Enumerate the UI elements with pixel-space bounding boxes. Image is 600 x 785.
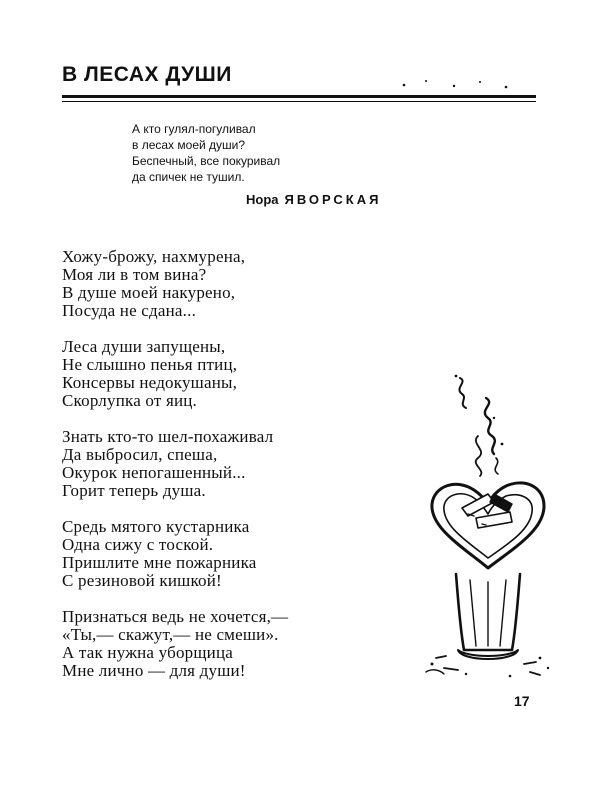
poem-line: Пришлите мне пожарника	[62, 553, 257, 572]
epigraph-author-first: Нора	[246, 192, 279, 207]
poem-line: Признаться ведь не хочется,—	[62, 607, 289, 626]
epigraph-author-last: ЯВОРСКАЯ	[284, 192, 382, 207]
stanza	[62, 518, 288, 590]
poem-line: А так нужна уборщица	[62, 643, 233, 662]
poem-line: Горит теперь душа.	[62, 481, 206, 500]
poem-line: Моя ли в том вина?	[62, 265, 207, 284]
poem-line: Мне лично — для души!	[62, 661, 246, 680]
poem-body	[62, 248, 288, 698]
epigraph-line: в лесах моей души?	[132, 138, 246, 152]
poem-line: Окурок непогашенный...	[62, 463, 246, 482]
poem-line: Посуда не сдана...	[62, 301, 197, 320]
page-number: 17	[514, 693, 530, 709]
stanza	[62, 248, 288, 320]
poem-line: Консервы недокушаны,	[62, 373, 238, 392]
stanza	[62, 428, 288, 500]
epigraph	[132, 121, 280, 185]
title-rule	[62, 95, 536, 98]
stanza	[62, 338, 288, 410]
poem-line: Хожу-брожу, нахмурена,	[62, 247, 246, 266]
poem-line: Одна сижу с тоской.	[62, 535, 214, 554]
title-rule-thin	[62, 101, 536, 102]
epigraph-author	[246, 192, 381, 208]
poem-line: С резиновой кишкой!	[62, 571, 222, 590]
epigraph-line: Беспечный, все покуривал	[132, 154, 281, 168]
poem-line: Да выбросил, спеша,	[62, 445, 218, 464]
poem-line: Знать кто-то шел-похаживал	[62, 427, 274, 446]
epigraph-line: А кто гулял-погуливал	[132, 122, 256, 136]
poem-line: В душе моей накурено,	[62, 283, 236, 302]
poem-line: «Ты,— скажут,— не смеши».	[62, 625, 279, 644]
poem-line: Средь мятого кустарника	[62, 517, 250, 536]
epigraph-line: да спичек не тушил.	[132, 170, 245, 184]
poem-title: В ЛЕСАХ ДУШИ	[62, 63, 232, 86]
decorative-dots	[398, 72, 534, 92]
poem-line: Скорлупка от яиц.	[62, 391, 198, 410]
poem-line: Не слышно пенья птиц,	[62, 355, 238, 374]
ashtray-illustration	[418, 368, 558, 688]
poem-line: Леса души запущены,	[62, 337, 226, 356]
stanza	[62, 608, 288, 680]
